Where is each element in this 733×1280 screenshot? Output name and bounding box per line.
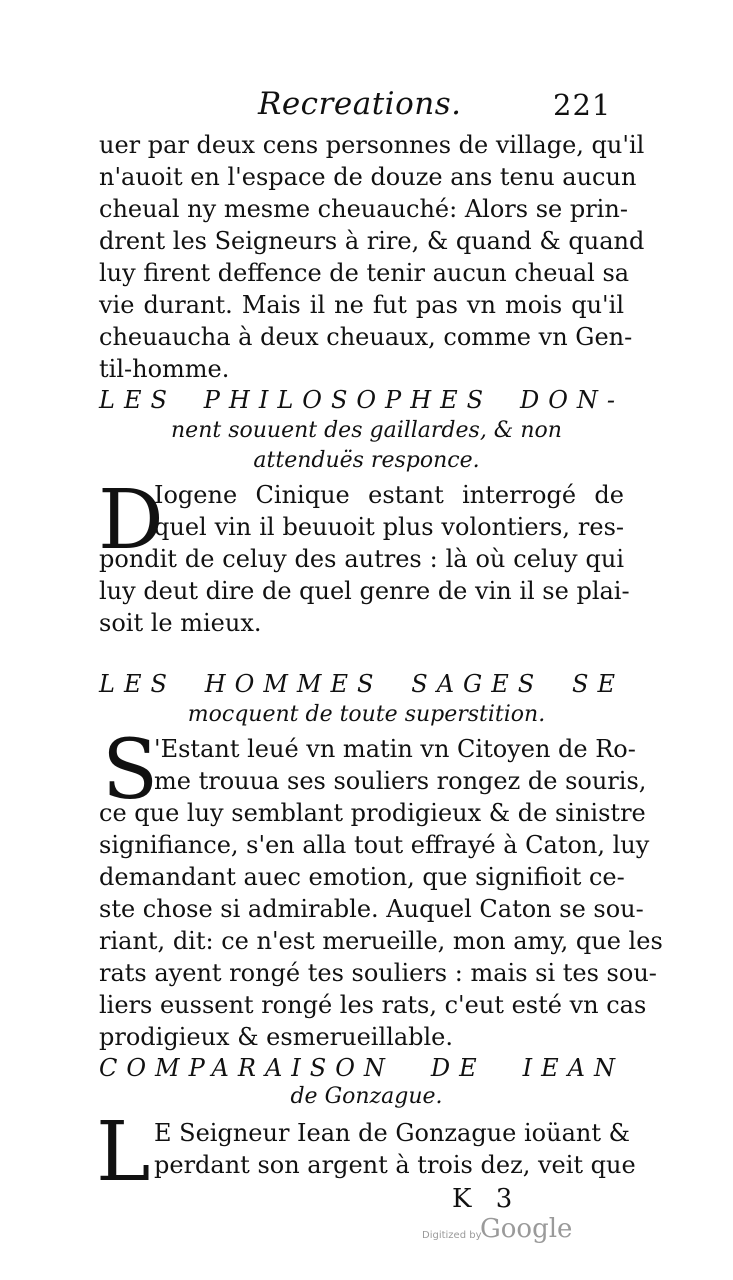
text-line: E Seigneur Iean de Gonzague ioüant &: [154, 1119, 630, 1147]
text-line: perdant son argent à trois dez, veit que: [154, 1151, 636, 1179]
running-head: [0, 86, 733, 130]
section-heading: LES HOMMES SAGES SE: [99, 670, 624, 698]
text-line: 'Estant leué vn matin vn Citoyen de Ro-: [154, 735, 636, 763]
text-line: pondit de celuy des autres : là où celuy qui: [99, 545, 624, 573]
text-line: cheual ny mesme cheuauché: Alors se prin-: [99, 195, 628, 223]
text-line: me trouua ses souliers rongez de souris,: [154, 767, 647, 795]
text-line: quel vin il beuuoit plus volontiers, res-: [154, 513, 624, 541]
text-line: cheuaucha à deux cheuaux, comme vn Gen-: [99, 323, 633, 351]
text-line: n'auoit en l'espace de douze ans tenu aucun: [99, 163, 637, 191]
text-line: drent les Seigneurs à rire, & quand & quand: [99, 227, 645, 255]
section-subheading: nent souuent des gaillardes, & non: [171, 418, 562, 443]
text-line: soit le mieux.: [99, 609, 262, 637]
section-subheading: de Gonzague.: [290, 1084, 443, 1109]
running-title: Recreations.: [258, 86, 462, 122]
drop-cap: L: [96, 1105, 151, 1200]
text-line: liers eussent rongé les rats, c'eut esté vn cas: [99, 991, 647, 1019]
text-line: rats ayent rongé tes souliers : mais si tes sou-: [99, 959, 657, 987]
section-heading: LES PHILOSOPHES DON-: [99, 386, 624, 414]
text-line: uer par deux cens personnes de village, qu'il: [99, 131, 645, 159]
text-line: ste chose si admirable. Auquel Caton se sou-: [99, 895, 644, 923]
drop-cap: S: [102, 723, 159, 818]
text-line: riant, dit: ce n'est merueille, mon amy, que les: [99, 927, 663, 955]
text-line: Iogene Cinique estant interrogé de: [154, 481, 624, 509]
google-logo: Google: [480, 1214, 573, 1244]
signature-mark: K 3: [452, 1184, 521, 1214]
text-line: til-homme.: [99, 355, 230, 383]
text-line: luy firent deffence de tenir aucun cheual sa: [99, 259, 630, 287]
section-heading: COMPARAISON DE IEAN: [99, 1054, 624, 1082]
text-line: ce que luy semblant prodigieux & de sinistre: [99, 799, 646, 827]
watermark-caption: Digitized by: [422, 1230, 482, 1241]
text-line: signifiance, s'en alla tout effrayé à Caton, luy: [99, 831, 650, 859]
page-number: 221: [553, 88, 612, 122]
text-line: demandant auec emotion, que signifioit ce-: [99, 863, 625, 891]
drop-cap: D: [98, 473, 164, 568]
text-line: prodigieux & esmerueillable.: [99, 1023, 453, 1051]
section-subheading: mocquent de toute superstition.: [187, 702, 546, 727]
text-line: luy deut dire de quel genre de vin il se plai-: [99, 577, 630, 605]
section-subheading: attenduës responce.: [253, 448, 480, 473]
text-line: vie durant. Mais il ne fut pas vn mois qu'il: [99, 291, 624, 319]
